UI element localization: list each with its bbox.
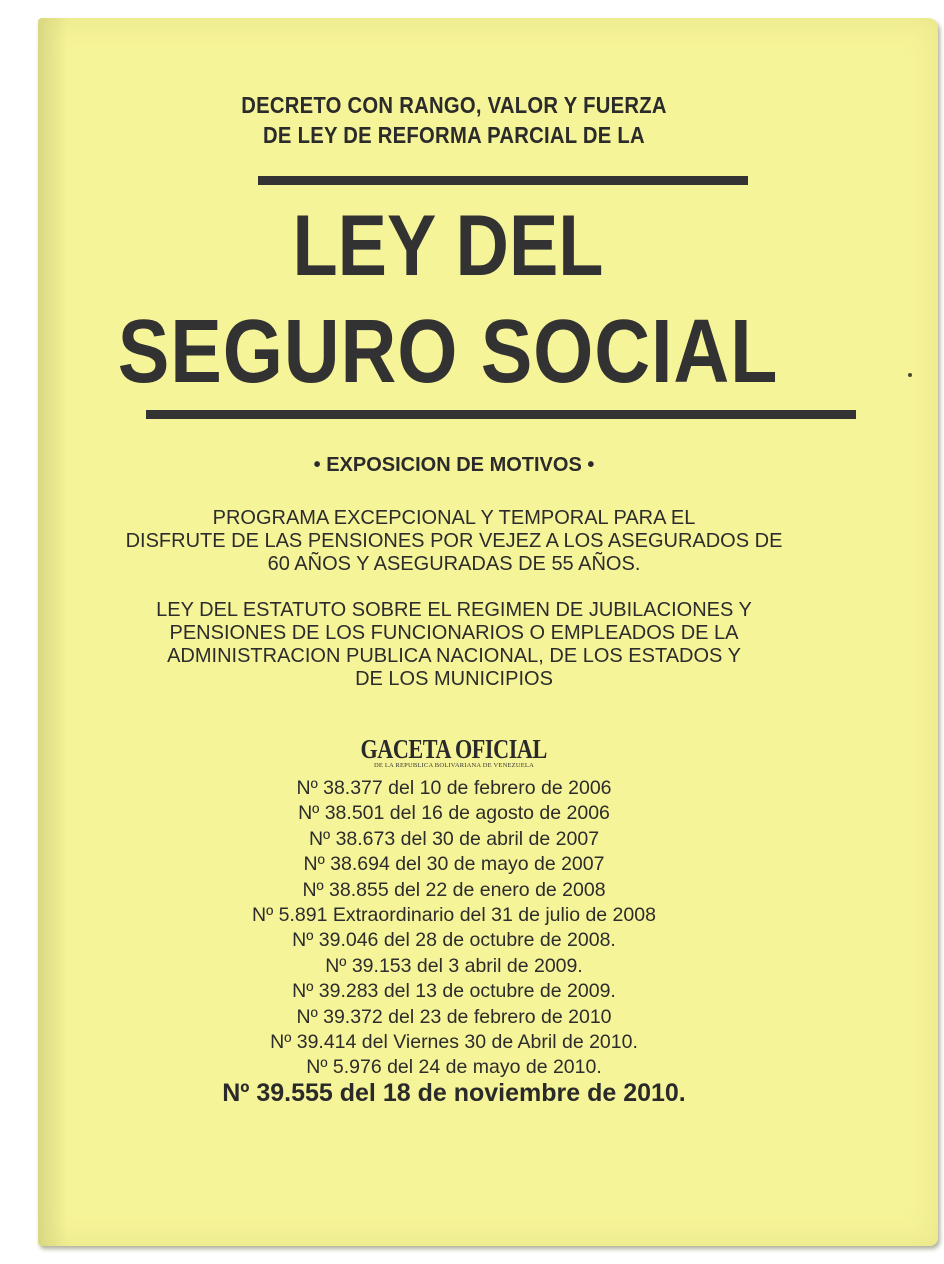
gaceta-entry-list — [38, 776, 904, 1081]
gaceta-entry: Nº 38.377 del 10 de febrero de 2006 — [296, 777, 612, 799]
gaceta-entry: Nº 38.673 del 30 de abril de 2007 — [308, 827, 600, 850]
title-line-1: LEY DEL — [292, 198, 604, 294]
gaceta-entry: Nº 38.501 del 16 de agosto de 2006 — [298, 802, 610, 825]
estatuto-line-2: PENSIONES DE LOS FUNCIONARIOS O EMPLEADOS DE LA — [169, 622, 739, 644]
gaceta-subtitle: DE LA REPUBLICA BOLIVARIANA DE VENEZUELA — [374, 762, 534, 769]
program-paragraph — [38, 507, 904, 576]
top-divider-rule — [258, 176, 748, 185]
gaceta-logo — [38, 736, 938, 772]
estatuto-line-4: DE LOS MUNICIPIOS — [355, 668, 553, 690]
booklet-cover — [38, 18, 938, 1246]
final-gaceta-entry: Nº 39.555 del 18 de noviembre de 2010. — [222, 1079, 686, 1107]
gaceta-title: GACETA OFICIAL — [360, 734, 548, 764]
gaceta-entry: Nº 39.372 del 23 de febrero de 2010 — [296, 1005, 612, 1028]
estatuto-paragraph — [38, 599, 904, 691]
decree-heading — [58, 90, 850, 150]
gaceta-entry: Nº 38.694 del 30 de mayo de 2007 — [303, 853, 605, 876]
gaceta-entry: Nº 39.414 del Viernes 30 de Abril de 2010. — [270, 1031, 638, 1054]
bottom-divider-rule — [146, 410, 856, 419]
gaceta-entry: Nº 38.855 del 22 de enero de 2008 — [302, 878, 606, 901]
gaceta-entry: Nº 39.153 del 3 abril de 2009. — [325, 954, 583, 977]
decree-line-2: DE LEY DE REFORMA PARCIAL DE LA — [263, 122, 645, 148]
program-line-1: PROGRAMA EXCEPCIONAL Y TEMPORAL PARA EL — [212, 507, 696, 529]
program-line-2: DISFRUTE DE LAS PENSIONES POR VEJEZ A LOS ASEGURADOS DE — [125, 530, 783, 552]
decree-line-1: DECRETO CON RANGO, VALOR Y FUERZA — [241, 92, 667, 118]
estatuto-line-1: LEY DEL ESTATUTO SOBRE EL REGIMEN DE JUBILACIONES Y — [156, 599, 752, 621]
gaceta-entry: Nº 39.283 del 13 de octubre de 2009. — [292, 980, 616, 1003]
gaceta-entry: Nº 5.891 Extraordinario del 31 de julio de 2008 — [252, 904, 656, 927]
gaceta-entry: Nº 5.976 del 24 de mayo de 2010. — [306, 1056, 602, 1079]
ink-speck — [908, 373, 912, 377]
gaceta-entry: Nº 39.046 del 28 de octubre de 2008. — [292, 929, 616, 952]
program-line-3: 60 AÑOS Y ASEGURADAS DE 55 AÑOS. — [267, 553, 641, 575]
exposicion-heading: • EXPOSICION DE MOTIVOS • — [313, 454, 595, 476]
estatuto-line-3: ADMINISTRACION PUBLICA NACIONAL, DE LOS ESTADOS Y — [167, 645, 741, 667]
title-line-2: SEGURO SOCIAL — [117, 302, 779, 402]
